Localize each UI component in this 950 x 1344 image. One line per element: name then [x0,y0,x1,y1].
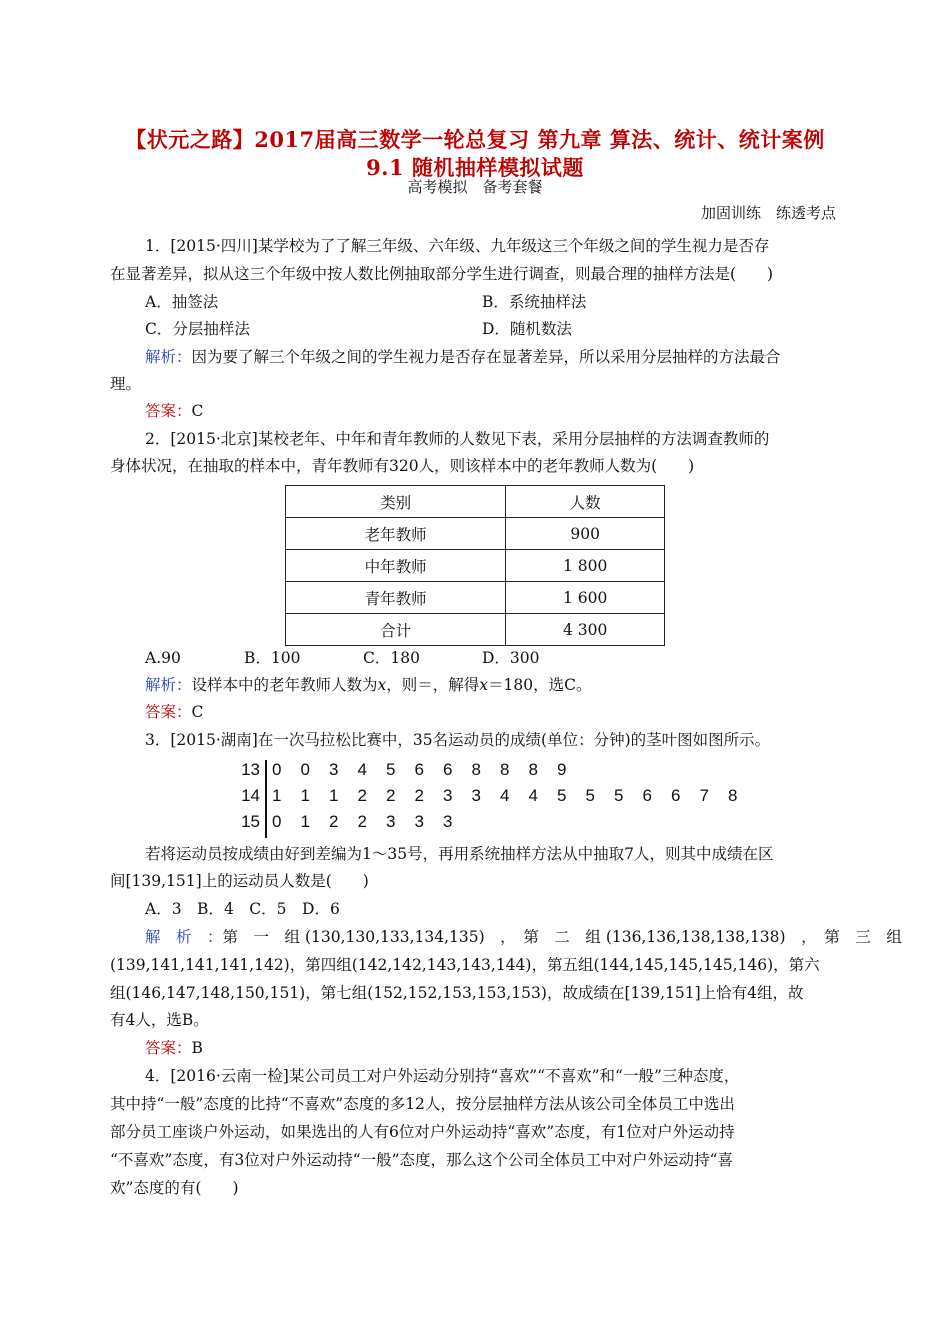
table-cell: 1 800 [506,550,665,582]
q2-var-x: x [479,676,489,694]
leaf: 2 [357,812,367,831]
table-cell: 4 300 [506,614,665,646]
q1-option-d: D．随机数法 [482,320,572,338]
q2-analysis-text-a: 设样本中的老年教师人数为 [191,676,378,694]
q1-option-b: B．系统抽样法 [482,293,587,311]
q2-var-x: x [377,676,387,694]
q3-analysis-text: 第 一 组 (130,130,133,134,135) ， 第 二 组 (136,136,138,138,138) ， 第 三 组 [222,928,902,946]
leaf: 1 [300,812,310,831]
leaf: 2 [329,812,339,831]
leaf: 4 [357,760,367,779]
q2-answer-label: 答案： [145,703,192,721]
table-row [286,550,665,582]
q1-option-c: C．分层抽样法 [145,320,250,338]
q3-analysis-cont1: (139,141,141,141,142)，第四组(142,142,143,143,144)，第五组(144,145,145,145,146)，第六 [110,956,820,974]
q3-line2: 若将运动员按成绩由好到差编为1～35号，再用系统抽样方法从中抽取7人，则其中成绩在区 [145,845,774,863]
leaf: 3 [386,812,396,831]
q2-answer [145,698,873,726]
leaf: 2 [414,786,424,805]
table-cell: 中年教师 [286,550,506,582]
leaf: 3 [414,812,424,831]
q4-line5: 欢”态度的有( ) [110,1179,239,1197]
q2-analysis-label: 解析： [145,676,192,694]
leaf: 4 [500,786,510,805]
leaf: 6 [642,786,652,805]
leaf: 5 [557,786,567,805]
leaf: 8 [728,786,738,805]
q2-line2: 身体状况，在抽取的样本中，青年教师有320人，则该样本中的老年教师人数为( ) [110,457,695,475]
q3-line1: 3．[2015·湖南]在一次马拉松比赛中，35名运动员的成绩(单位：分钟)的茎叶图如图所示。 [145,731,771,749]
q3-analysis-cont3: 有4人，选B。 [110,1011,209,1029]
leaf: 3 [471,786,481,805]
leaf-values [272,786,757,806]
leaf: 6 [443,760,453,779]
table-cell: 1 600 [506,582,665,614]
q1-answer-label: 答案： [145,402,192,420]
doc-title-line1: 【状元之路】2017届高三数学一轮总复习 第九章 算法、统计、统计案例 [125,127,825,152]
leaf-values [272,760,586,780]
table-row [286,518,665,550]
table-cell: 老年教师 [286,518,506,550]
q3-analysis-cont2: 组(146,147,148,150,151)，第七组(152,152,153,153,153)，故成绩在[139,151]上恰有4组，故 [110,984,804,1002]
doc-title-line2: 9.1 随机抽样模拟试题 [366,155,584,180]
leaf: 5 [614,786,624,805]
q3-analysis-label: 解 析 ： [145,928,223,946]
q2-option-b: B．100 [244,649,301,667]
leaf: 3 [443,812,453,831]
leaf: 1 [329,786,339,805]
q4-line1: 4．[2016·云南一检]某公司员工对户外运动分别持“喜欢”“不喜欢”和“一般”三种态度， [145,1067,740,1085]
leaf: 0 [272,760,282,779]
q4-line4: “不喜欢”态度，有3位对户外运动持“一般”态度，那么这个公司全体员工中对户外运动持“喜 [110,1151,733,1169]
stem-value: 15 [241,812,260,831]
leaf: 6 [671,786,681,805]
q1-analysis-cont: 理。 [110,375,142,393]
q3-analysis [145,923,902,951]
table-cell: 900 [506,518,665,550]
q1-analysis-text: 因为要了解三个年级之间的学生视力是否存在显著差异，所以采用分层抽样的方法最合 [191,348,781,366]
q2-analysis [145,671,873,699]
leaf: 9 [557,760,567,779]
leaf: 2 [357,786,367,805]
q2-analysis-text-c: ＝180，选C。 [488,676,592,694]
q2-option-c: C．180 [363,649,420,667]
q3-answer-value: B [191,1039,203,1057]
table-row [286,582,665,614]
leaf: 0 [272,812,282,831]
q3-answer [145,1034,873,1062]
q4-line2: 其中持“一般”态度的比持“不喜欢”态度的多12人，按分层抽样方法从该公司全体员工中选出 [110,1095,735,1113]
leaf: 7 [699,786,709,805]
leaf: 1 [300,786,310,805]
q2-answer-value: C [191,703,204,721]
leaf: 5 [585,786,595,805]
section-label: 加固训练 练透考点 [700,204,836,222]
table-cell: 合计 [286,614,506,646]
leaf: 8 [471,760,481,779]
stem-value: 13 [241,760,260,779]
teacher-count-table [285,485,665,646]
leaf: 5 [386,760,396,779]
doc-subtitle: 高考模拟 备考套餐 [407,178,543,196]
q1-answer [145,397,873,425]
leaf-values [272,812,472,832]
q3-answer-label: 答案： [145,1039,192,1057]
leaf: 1 [272,786,282,805]
q2-line1: 2．[2015·北京]某校老年、中年和青年教师的人数见下表，采用分层抽样的方法调查教师的 [145,430,770,448]
q1-answer-value: C [191,402,204,420]
table-header-count: 人数 [506,486,665,518]
table-header-category: 类别 [286,486,506,518]
q2-option-a: A.90 [145,649,181,667]
q1-line2: 在显著差异，拟从这三个年级中按人数比例抽取部分学生进行调查，则最合理的抽样方法是( ) [110,265,774,283]
table-cell: 青年教师 [286,582,506,614]
q3-line3: 间[139,151]上的运动员人数是( ) [110,872,369,890]
q1-analysis-label: 解析： [145,348,192,366]
q1-analysis [145,343,873,371]
leaf: 2 [386,786,396,805]
leaf: 3 [329,760,339,779]
table-row [286,614,665,646]
leaf: 8 [528,760,538,779]
leaf: 6 [414,760,424,779]
leaf: 8 [500,760,510,779]
stem-value: 14 [241,786,260,805]
q4-line3: 部分员工座谈户外运动，如果选出的人有6位对户外运动持“喜欢”态度，有1位对户外运动持 [110,1123,735,1141]
q3-options: A．3 B．4 C．5 D．6 [145,900,340,918]
q1-option-a: A．抽签法 [145,293,219,311]
q1-line1: 1．[2015·四川]某学校为了了解三年级、六年级、九年级这三个年级之间的学生视力是否存 [145,237,770,255]
leaf: 4 [528,786,538,805]
q2-analysis-text-b: ，则＝，解得 [386,676,480,694]
leaf: 0 [300,760,310,779]
q2-option-d: D．300 [482,649,540,667]
stem-divider [265,760,267,838]
table-header-row [286,486,665,518]
leaf: 3 [443,786,453,805]
